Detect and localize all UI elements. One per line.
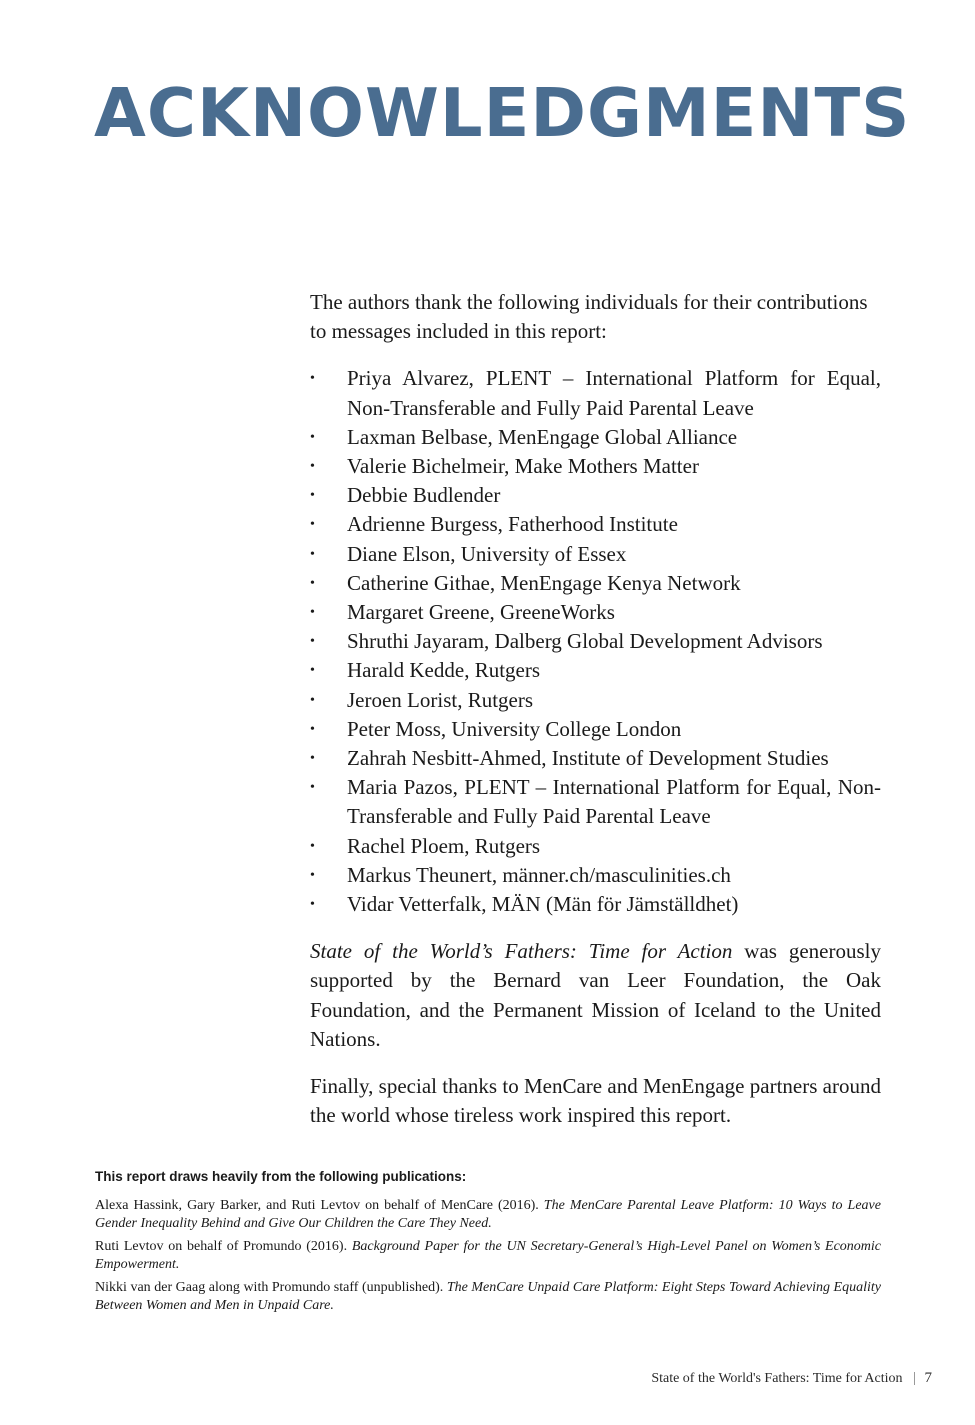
list-item: [310, 569, 881, 598]
list-item: [310, 832, 881, 861]
footer-report-title: State of the World's Fathers: Time for Action: [651, 1370, 903, 1386]
contributor-name: Shruthi Jayaram, Dalberg Global Development Advisors: [347, 629, 823, 654]
contributor-name: Maria Pazos, PLENT – International Platform for Equal, Non-Transferable and Fully Paid Parental Leave: [347, 775, 881, 829]
contributor-name: Priya Alvarez, PLENT – International Platform for Equal, Non-Transferable and Fully Paid Parental Leave: [347, 366, 881, 420]
contributor-name: Zahrah Nesbitt-Ahmed, Institute of Development Studies: [347, 746, 829, 771]
contributor-name: Catherine Githae, MenEngage Kenya Network: [347, 570, 741, 595]
list-item: [310, 481, 881, 510]
publication-authors: Alexa Hassink, Gary Barker, and Ruti Levtov on behalf of MenCare (2016).: [95, 1198, 544, 1213]
list-item: [310, 773, 881, 831]
bullet-icon: •: [310, 721, 315, 737]
contributor-name: Margaret Greene, GreeneWorks: [347, 600, 615, 625]
contributor-name: Debbie Budlender: [347, 483, 501, 508]
footer-divider: [914, 1372, 915, 1385]
publications-heading: This report draws heavily from the following publications:: [95, 1169, 467, 1184]
publication-title: The MenCare Parental Leave Platform: 10 Ways to Leave Gender Inequality Behind and Give Our Children the Care They Need.: [95, 1198, 881, 1231]
list-item: [310, 861, 881, 890]
page-footer: [651, 1370, 932, 1387]
list-item: [310, 744, 881, 773]
list-item: [310, 627, 881, 656]
acknowledgments-body: [310, 288, 881, 1130]
list-item: [310, 364, 881, 422]
bullet-icon: •: [310, 867, 315, 883]
support-paragraph: [310, 937, 881, 1054]
publication-entry: [95, 1279, 881, 1315]
publication-title: The MenCare Unpaid Care Platform: Eight Steps Toward Achieving Equality Between Women and Men in Unpaid Care.: [95, 1280, 881, 1313]
contributor-name: Harald Kedde, Rutgers: [347, 658, 541, 683]
support-text: was generously supported by the Bernard van Leer Foundation, the Oak Foundation, and the Permanent Mission of Iceland to the United Nations.: [310, 939, 881, 1051]
list-item: [310, 656, 881, 685]
bullet-icon: •: [310, 429, 315, 445]
bullet-icon: •: [310, 575, 315, 591]
bullet-icon: •: [310, 546, 315, 562]
bullet-icon: •: [310, 751, 315, 767]
publication-title: Background Paper for the UN Secretary-General’s High-Level Panel on Women’s Economic Empowerment.: [95, 1239, 881, 1272]
bullet-icon: •: [310, 371, 315, 387]
bullet-icon: •: [310, 838, 315, 854]
list-item: [310, 715, 881, 744]
contributor-name: Markus Theunert, männer.ch/masculinities.ch: [347, 862, 731, 887]
contributor-name: Laxman Belbase, MenEngage Global Alliance: [347, 424, 738, 449]
contributor-name: Peter Moss, University College London: [347, 716, 682, 741]
intro-paragraph: The authors thank the following individuals for their contributions to messages included in this report:: [310, 290, 868, 344]
publication-authors: Ruti Levtov on behalf of Promundo (2016).: [95, 1239, 352, 1254]
publication-authors: Nikki van der Gaag along with Promundo staff (unpublished).: [95, 1280, 447, 1295]
publications-section: [95, 1168, 881, 1320]
contributor-name: Diane Elson, University of Essex: [347, 541, 627, 566]
bullet-icon: •: [310, 663, 315, 679]
page-number: 7: [924, 1370, 932, 1386]
list-item: [310, 452, 881, 481]
list-item: [310, 890, 881, 919]
contributor-name: Rachel Ploem, Rutgers: [347, 833, 541, 858]
list-item: [310, 423, 881, 452]
report-title-italic: State of the World’s Fathers: Time for Action: [310, 939, 733, 964]
bullet-icon: •: [310, 488, 315, 504]
bullet-icon: •: [310, 692, 315, 708]
contributor-list: [310, 364, 881, 919]
contributor-name: Valerie Bichelmeir, Make Mothers Matter: [347, 454, 699, 479]
bullet-icon: •: [310, 605, 315, 621]
contributor-name: Vidar Vetterfalk, MÄN (Män för Jämställdhet): [347, 892, 739, 917]
closing-paragraph: Finally, special thanks to MenCare and MenEngage partners around the world whose tireless work inspired this report.: [310, 1074, 881, 1128]
publication-entry: [95, 1197, 881, 1233]
list-item: [310, 686, 881, 715]
bullet-icon: •: [310, 459, 315, 475]
page-title: ACKNOWLEDGMENTS: [94, 74, 911, 152]
contributor-name: Jeroen Lorist, Rutgers: [347, 687, 534, 712]
bullet-icon: •: [310, 780, 315, 796]
list-item: [310, 598, 881, 627]
contributor-name: Adrienne Burgess, Fatherhood Institute: [347, 512, 678, 537]
list-item: [310, 510, 881, 539]
bullet-icon: •: [310, 897, 315, 913]
list-item: [310, 540, 881, 569]
bullet-icon: •: [310, 517, 315, 533]
publication-entry: [95, 1238, 881, 1274]
bullet-icon: •: [310, 634, 315, 650]
